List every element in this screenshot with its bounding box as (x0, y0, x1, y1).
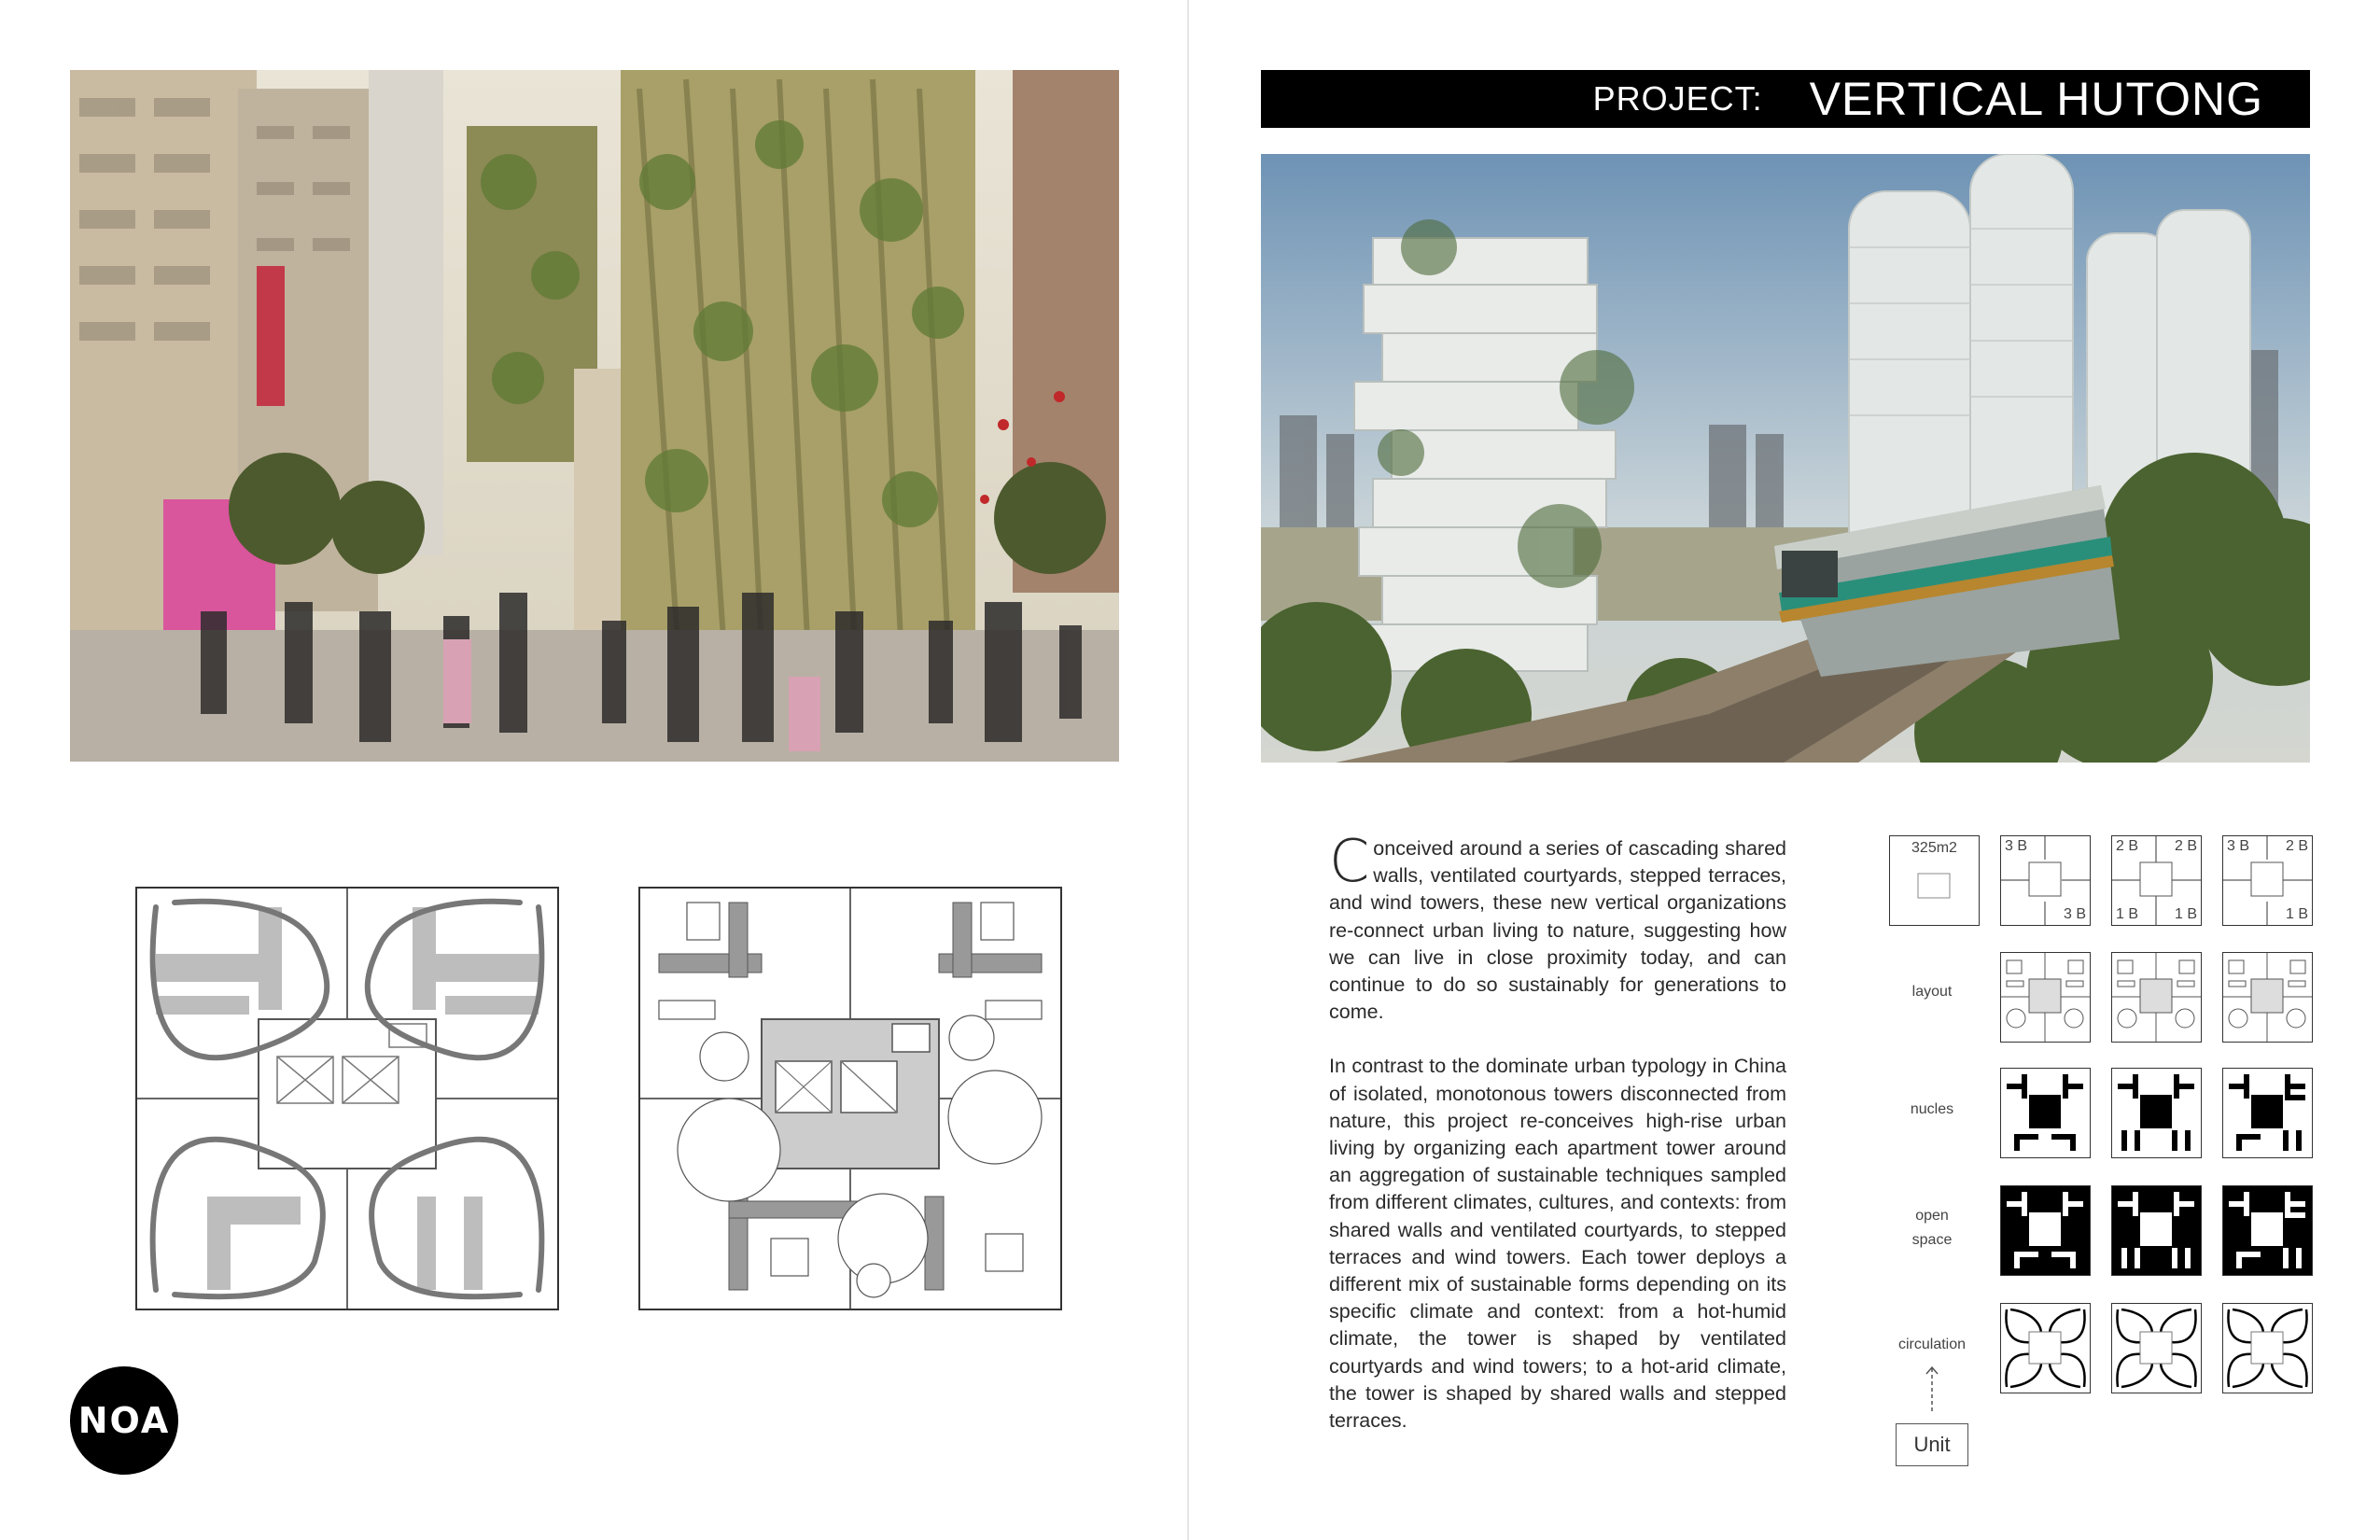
diagram-layout-3 (2222, 952, 2313, 1043)
furniture-floor-plan (638, 887, 1062, 1310)
paragraph-2: In contrast to the dominate urban typology in China of isolated, monotonous towers disconnected from nature, this project re-conceives high-rise urban living by organizing each apartment tower around an aggregation of sustainable techniques sampled from different climates, cultures, and contexts: from shared walls and ventilated courtyards, to stepped terraces and wind towers. Each tower deploys a different mix of sustainable forms depending on its specific climate and context: from a hot-humid climate, the tower is shaped by ventilated courtyards and wind towers; to a hot-arid climate, the tower is shaped by shared walls and stepped terraces. (1329, 1055, 1786, 1433)
unit-type-2-br: 1 B (2174, 906, 2197, 922)
unit-type-2-bl: 1 B (2116, 906, 2139, 922)
unit-label-box (1896, 1423, 1968, 1466)
unit-area-label: 325m2 (1911, 840, 1957, 856)
page-spine (1187, 0, 1189, 1540)
row-label-circulation: circulation (1897, 1337, 1967, 1352)
monorail-rendering-photo (1261, 154, 2310, 763)
diagram-layout-1 (2000, 952, 2091, 1043)
street-rendering-photo (70, 70, 1119, 762)
row-label-nucles: nucles (1910, 1101, 1954, 1117)
noa-logo (70, 1366, 178, 1475)
project-title-bar (1261, 70, 2310, 128)
project-description (1329, 827, 1786, 1462)
project-label: PROJECT: (1592, 79, 1763, 118)
unit-type-3-tr: 2 B (2285, 838, 2308, 854)
diagram-nucles-1 (2000, 1068, 2091, 1158)
unit-label: Unit (1913, 1433, 1951, 1456)
diagram-nucles-3 (2222, 1068, 2313, 1158)
diagram-open-space-1 (2000, 1185, 2091, 1276)
diagram-circulation-3 (2222, 1303, 2313, 1393)
diagram-unit-area (1889, 835, 1980, 926)
unit-type-2-tl: 2 B (2116, 838, 2139, 854)
drop-cap: C (1329, 827, 1370, 895)
arrow-up-icon (1923, 1365, 1941, 1413)
diagram-circulation-2 (2111, 1303, 2202, 1393)
row-label-layout: layout (1911, 984, 1953, 1000)
circulation-floor-plan (135, 887, 559, 1310)
diagram-open-space-2 (2111, 1185, 2202, 1276)
unit-type-2-tr: 2 B (2174, 838, 2197, 854)
unit-type-3-br: 1 B (2285, 906, 2308, 922)
diagram-unit-type-2 (2111, 835, 2202, 926)
row-label-space: space (1911, 1232, 1953, 1248)
unit-type-3-tl: 3 B (2227, 838, 2250, 854)
logo-text: NOA (77, 1400, 171, 1441)
unit-type-1-br: 3 B (2063, 906, 2086, 922)
row-label-open: open (1915, 1208, 1949, 1224)
diagram-layout-2 (2111, 952, 2202, 1043)
paragraph-1 (1329, 827, 1786, 1026)
diagram-unit-type-3 (2222, 835, 2313, 926)
paragraph-1-text: onceived around a series of cascading shared walls, ventilated courtyards, stepped terraces, and wind towers, these new vertical organizations re-connect urban living to nature, suggesting how we can live in close proximity today, and can continue to do so sustainably for generations to come. (1329, 837, 1786, 1024)
diagram-nucles-2 (2111, 1068, 2202, 1158)
diagram-open-space-3 (2222, 1185, 2313, 1276)
diagram-unit-type-1 (2000, 835, 2091, 926)
project-title: VERTICAL HUTONG (1809, 73, 2263, 125)
unit-type-1-tl: 3 B (2005, 838, 2028, 854)
diagram-circulation-1 (2000, 1303, 2091, 1393)
